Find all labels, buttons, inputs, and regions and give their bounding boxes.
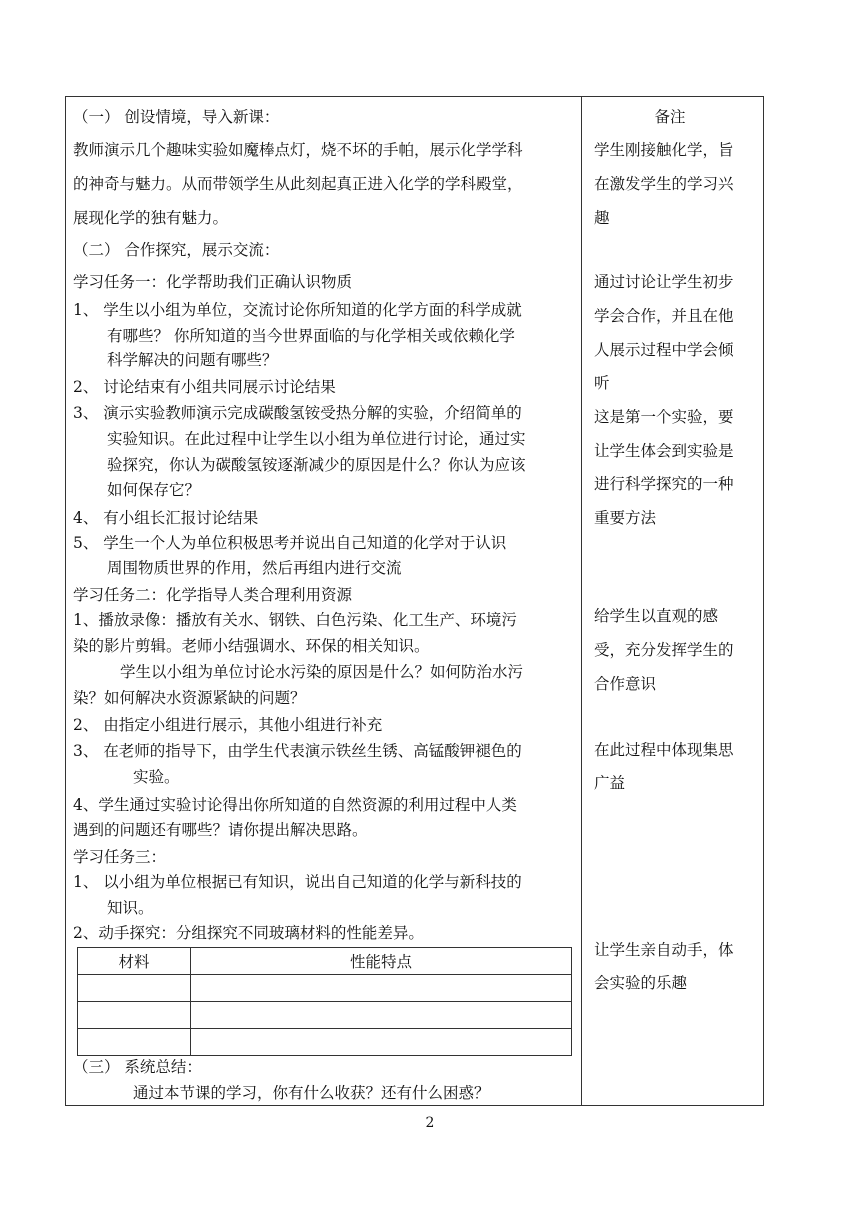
content-line: 1、 以小组为单位根据已有知识，说出自己知道的化学与新科技的 (73, 873, 522, 891)
column-divider (581, 96, 582, 1106)
note-line: 会实验的乐趣 (594, 974, 688, 992)
content-line: 2、动手探究：分组探究不同玻璃材料的性能差异。 (73, 924, 424, 942)
content-line: 染？如何解决水资源紧缺的问题？ (73, 689, 306, 707)
table-row (78, 975, 572, 1002)
content-line: （三） 系统总结： (73, 1058, 202, 1076)
content-line: 学习任务一：化学帮助我们正确认识物质 (73, 273, 353, 291)
note-line: 在激发学生的学习兴 (594, 175, 734, 193)
content-line: 教师演示几个趣味实验如魔棒点灯，烧不坏的手帕，展示化学学科 (73, 141, 523, 159)
content-line: 1、播放录像：播放有关水、钢铁、白色污染、化工生产、环境污 (73, 611, 517, 629)
table-row (78, 1029, 572, 1056)
content-line: 周围物质世界的作用，然后再组内进行交流 (107, 559, 402, 577)
table-cell (78, 975, 191, 1002)
page-number: 2 (425, 1115, 435, 1131)
table-cell (191, 1002, 572, 1029)
note-line: 学生刚接触化学，旨 (594, 141, 734, 159)
note-line: 听 (594, 374, 610, 392)
table-header-row (78, 948, 572, 975)
note-line: 进行科学探究的一种 (594, 475, 734, 493)
notes-heading: 备注 (654, 108, 686, 126)
content-line: 科学解决的问题有哪些？ (107, 351, 278, 369)
content-line: 3、 在老师的指导下，由学生代表演示铁丝生锈、高锰酸钾褪色的 (73, 742, 522, 760)
content-line: （一） 创设情境，导入新课： (73, 108, 280, 126)
note-line: 给学生以直观的感 (594, 607, 719, 625)
content-line: 2、 由指定小组进行展示，其他小组进行补充 (73, 716, 383, 734)
content-line: 学习任务三： (73, 848, 167, 866)
table-cell (78, 1029, 191, 1056)
note-line: 广益 (594, 774, 626, 792)
content-line: 5、 学生一个人为单位积极思考并说出自己知道的化学对于认识 (73, 534, 507, 552)
content-line: 4、 有小组长汇报讨论结果 (73, 509, 259, 527)
content-line: 1、 学生以小组为单位，交流讨论你所知道的化学方面的科学成就 (73, 301, 522, 319)
table-cell (78, 1002, 191, 1029)
note-line: 合作意识 (594, 675, 657, 693)
content-line: 有哪些？ 你所知道的当今世界面临的与化学相关或依赖化学 (107, 327, 515, 345)
content-line: 学习任务二：化学指导人类合理利用资源 (73, 586, 353, 604)
content-line: 验探究，你认为碳酸氢铵逐渐减少的原因是什么？你认为应该 (107, 456, 526, 474)
table-row (78, 1002, 572, 1029)
content-line: 通过本节课的学习，你有什么收获？还有什么困惑？ (133, 1084, 490, 1102)
content-line: 实验。 (133, 768, 180, 786)
content-line: 4、学生通过实验讨论得出你所知道的自然资源的利用过程中人类 (73, 796, 517, 814)
note-line: 这是第一个实验，要 (594, 408, 734, 426)
note-line: 在此过程中体现集思 (594, 741, 734, 759)
note-line: 让学生亲自动手，体 (594, 941, 734, 959)
table-cell (191, 1029, 572, 1056)
materials-table (77, 947, 572, 1056)
note-line: 学会合作，并且在他 (594, 307, 734, 325)
content-line: 展现化学的独有魅力。 (73, 209, 229, 227)
content-line: 实验知识。在此过程中让学生以小组为单位进行讨论，通过实 (107, 430, 526, 448)
note-line: 趣 (594, 209, 610, 227)
content-line: 染的影片剪辑。老师小结强调水、环保的相关知识。 (73, 637, 430, 655)
note-line: 重要方法 (594, 509, 657, 527)
note-line: 受，充分发挥学生的 (594, 641, 734, 659)
content-line: 学生以小组为单位讨论水污染的原因是什么？如何防治水污 (120, 663, 524, 681)
note-line: 人展示过程中学会倾 (594, 341, 734, 359)
note-line: 让学生体会到实验是 (594, 442, 734, 460)
content-line: 遇到的问题还有哪些？请你提出解决思路。 (73, 821, 368, 839)
content-line: 2、 讨论结束有小组共同展示讨论结果 (73, 378, 336, 396)
content-line: 的神奇与魅力。从而带领学生从此刻起真正进入化学的学科殿堂， (73, 175, 523, 193)
header-properties: 性能特点 (191, 948, 572, 975)
content-line: 知识。 (107, 899, 154, 917)
content-line: （二） 合作探究，展示交流： (73, 241, 280, 259)
table-cell (191, 975, 572, 1002)
content-line: 如何保存它？ (107, 481, 201, 499)
note-line: 通过讨论让学生初步 (594, 273, 734, 291)
header-material: 材料 (78, 948, 191, 975)
content-line: 3、 演示实验教师演示完成碳酸氢铵受热分解的实验，介绍简单的 (73, 404, 522, 422)
